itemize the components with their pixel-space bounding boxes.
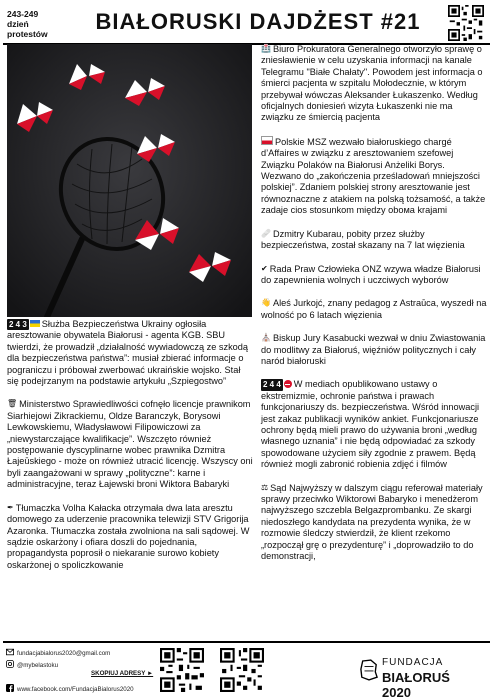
news-text: Tłumaczka Volha Kałacka otrzymała dwa lata aresztu domowego za uderzenie pracownika telewizji STV Grigorija Azaronka. Tłumaczka została zwolniona na sali sądowej. W sądzie oskarżony i ofiara doszli do pojednania, propagandysta poprosił o niekaranie surowo kobiety oskarżonej o spoliczkowanie: [7, 502, 250, 570]
qr-code-icon[interactable]: [220, 648, 264, 692]
foundation-name: BIAŁORUŚ 2020: [382, 670, 450, 700]
days-range: 243-249: [7, 9, 39, 19]
email-text: fundacjabialorus2020@gmail.com: [17, 650, 111, 657]
news-item: [261, 264, 487, 287]
butterfly-net-illustration: [7, 44, 252, 317]
left-news-column: [7, 319, 253, 583]
facebook-line[interactable]: [6, 684, 134, 694]
right-news-column: [261, 44, 487, 574]
news-text: Ministerstwo Sprawiedliwości cofnęło licencje prawnikom Siarhiejowi Zikrackiemu, Oldze Baranczyk, Borysowi Lewkowskiemu, Władysławowi Filipowiczowi za „niewystarczające kwalifikacje”. Wszczęto również postępowanie dyscyplinarne wobec prawnika Dzmitra Łajeūskiego - może on również utracić licencję. Wszyscy oni byli zaangażowani w sprawy „polityczne”: karne i administracyjne, teraz Łajewski broni Wiktora Babaryki: [7, 399, 253, 490]
news-item: [7, 319, 253, 387]
trash-icon: 🗑: [7, 399, 18, 409]
ukraine-flag-icon: [30, 320, 40, 327]
footer: [3, 641, 490, 699]
news-item: [261, 333, 487, 367]
judge-icon: ⚖: [261, 482, 269, 492]
news-item: [261, 483, 487, 563]
news-text: Polskie MSZ wezwało białoruskiego chargé d’Affaires w związku z aresztowaniem szefowej Związku Polaków na Białorusi Anżeliki Borys. Wezwano do „zakończenia prześladowań mniejszości polskiej”. Zdaniem polskiej strony aresztowanie jest równoznaczne z atakiem na polską tożsamość, a także zadaje cios stosunkom między obома krajami: [261, 136, 486, 216]
news-text: W mediach opublikowano ustawy o ekstremizmie, ochronie państwa i prawach funkcjonariuszy ds. bezpieczeństwa. Wśród innowacji jest zakaz publikacji wyników ankiet. Funkcjonariusze ochrony będą mieli prawo do używania broni „według własnego uznania” i nie będą odpowiadać za szkody spowodowane użyciem siły zgodnie z prawem. Będą również mogli zabronić robienia zdjęć i filmów: [261, 379, 480, 470]
news-text: Służba Bezpieczeństwa Ukrainy ogłosiła aresztowanie obywatela Białorusi - agenta KGB. SBU twierdzi, że prowadził „działalność wywiadowczą ze szkodą dla bezpieczeństwa państwa”: musiał zbierać informacje o pograniczu i próbował zwerbować ukraińskie wojsko. Stał się podejrzanym na podstawie artykułu „Szpiegostwo”: [7, 319, 249, 387]
day-badge: 2 4 3: [9, 320, 27, 329]
news-item: [7, 503, 253, 571]
instagram-line[interactable]: [6, 660, 58, 670]
news-item: [261, 298, 487, 321]
poland-flag-icon: [261, 136, 273, 145]
news-text: Biskup Jury Kasabucki wezwał w dniu Zwiastowania do modlitwy za Białoruś, więźniów politycznych i cały naród białoruski: [261, 333, 486, 366]
header: [3, 3, 490, 45]
news-text: Dzmitry Kubarau, pobity przez służby bezpieczeństwa, został skazany na 7 lat więzienia: [261, 228, 465, 251]
waving-hand-icon: 👋: [261, 298, 271, 308]
instagram-icon: [6, 660, 14, 668]
news-text: Rada Praw Człowieka ONZ wzywa władze Białorusi do zapewnienia wolnych i uczciwych wyborów: [261, 263, 481, 285]
news-item: [261, 136, 487, 217]
facebook-icon: [6, 684, 14, 692]
protests-word: protestów: [7, 29, 48, 39]
email-line[interactable]: [6, 648, 110, 658]
news-text: Sąd Najwyższy w dalszym ciągu referował materiały sprawy przeciwko Wiktorowi Babaryko i menedżerom najwyższego szczebla Belgazprombanku. Ze skargi niedoszłego kandydata na prezydenta wynika, że w rozmowie śledczy stwierdził, że klient rzekomo „rozpoczął grę o prezydenturę” i „doprowadziło to do demonstracji,: [261, 482, 483, 562]
news-text: Biuro Prokuratora Generalnego otworzyło sprawę o zniesławienie w celu uzyskania informacji na kanale Telegramu "Białe Chałaty". Powodem jest informacja o śmierci pacjenta w szpitalu Mołodecznie, w którym przebywał wówczas Aleksander Łukaszenko. Według oficjalnych doniesień wizyta Łukaszenki nie ma związku ze śmiercią pacjenta: [261, 44, 483, 123]
foundation-map-icon: [360, 659, 378, 681]
protest-days-counter: [7, 9, 67, 39]
qr-code-icon[interactable]: [448, 5, 484, 41]
checkmark-icon: ✔: [261, 263, 268, 273]
church-icon: ⛪: [261, 333, 271, 343]
foundation-logo: [360, 653, 480, 700]
facebook-text: www.facebook.com/FundacjaBialorus2020: [17, 686, 134, 693]
foundation-label: FUNDACJA: [382, 657, 444, 668]
qr-code-icon[interactable]: [160, 648, 204, 692]
news-text: Aleś Jurkojć, znany pedagog z Astraūca, wyszedł na wolność po 6 latach więzienia: [261, 298, 487, 320]
mail-icon: [6, 648, 14, 656]
news-item: [261, 44, 487, 124]
page-title: BIAŁORUSKI DAJDŻEST #21: [95, 9, 421, 34]
pen-icon: ✒: [7, 502, 14, 512]
day-badge: 2 4 4: [263, 380, 281, 390]
hospital-icon: 🏥: [261, 44, 271, 53]
days-word: dzień: [7, 19, 29, 29]
news-item: [7, 399, 253, 490]
instagram-text: @mybelastoku: [17, 662, 59, 669]
news-item: [261, 229, 487, 252]
news-item: [261, 379, 487, 470]
no-entry-icon: [284, 380, 292, 388]
copy-addresses-button[interactable]: SKOPIUJ ADRESY ►: [91, 670, 154, 677]
bandage-icon: 🩹: [261, 228, 271, 238]
